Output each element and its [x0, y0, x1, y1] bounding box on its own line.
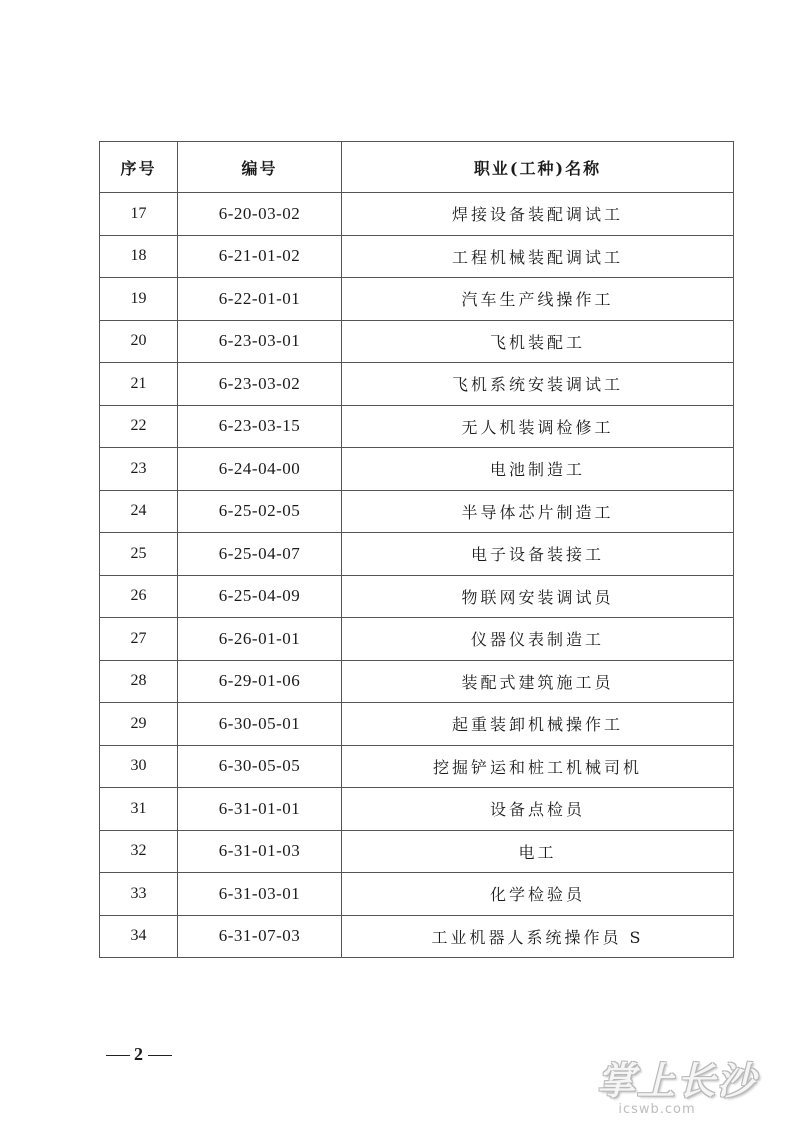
cell-code: 6-25-04-09	[178, 575, 342, 618]
cell-code: 6-22-01-01	[178, 278, 342, 321]
table-row	[100, 448, 734, 491]
cell-seq: 19	[100, 278, 178, 321]
cell-name: 飞机系统安装调试工	[342, 363, 734, 406]
table-row	[100, 830, 734, 873]
cell-code: 6-23-03-15	[178, 405, 342, 448]
cell-name: 电池制造工	[342, 448, 734, 491]
cell-code: 6-21-01-02	[178, 235, 342, 278]
header-name: 职业(工种)名称	[342, 142, 734, 193]
cell-code: 6-30-05-01	[178, 703, 342, 746]
cell-name: 化学检验员	[342, 873, 734, 916]
cell-code: 6-31-03-01	[178, 873, 342, 916]
cell-name: 仪器仪表制造工	[342, 618, 734, 661]
cell-seq: 32	[100, 830, 178, 873]
table-row	[100, 618, 734, 661]
cell-code: 6-25-02-05	[178, 490, 342, 533]
table-row	[100, 235, 734, 278]
table-row	[100, 193, 734, 236]
cell-name: 电工	[342, 830, 734, 873]
cell-seq: 34	[100, 915, 178, 958]
cell-seq: 22	[100, 405, 178, 448]
watermark-site: icswb.com	[618, 1102, 696, 1117]
cell-name: 无人机装调检修工	[342, 405, 734, 448]
header-code: 编号	[178, 142, 342, 193]
cell-name: 飞机装配工	[342, 320, 734, 363]
table-row	[100, 660, 734, 703]
table-row	[100, 745, 734, 788]
cell-name: 电子设备装接工	[342, 533, 734, 576]
cell-code: 6-26-01-01	[178, 618, 342, 661]
cell-seq: 21	[100, 363, 178, 406]
cell-seq: 29	[100, 703, 178, 746]
table-header-row	[100, 142, 734, 193]
table-row	[100, 533, 734, 576]
cell-seq: 18	[100, 235, 178, 278]
header-seq: 序号	[100, 142, 178, 193]
cell-name: 设备点检员	[342, 788, 734, 831]
cell-code: 6-23-03-01	[178, 320, 342, 363]
cell-code: 6-31-01-03	[178, 830, 342, 873]
cell-seq: 30	[100, 745, 178, 788]
cell-code: 6-31-07-03	[178, 915, 342, 958]
table-row	[100, 363, 734, 406]
cell-seq: 25	[100, 533, 178, 576]
cell-name: 工业机器人系统操作员 S	[342, 915, 734, 958]
watermark	[582, 1060, 772, 1117]
watermark-logo: 掌上长沙	[596, 1059, 757, 1103]
table-row	[100, 703, 734, 746]
cell-name: 装配式建筑施工员	[342, 660, 734, 703]
cell-name: 汽车生产线操作工	[342, 278, 734, 321]
right-dash	[148, 1055, 172, 1056]
cell-seq: 33	[100, 873, 178, 916]
cell-code: 6-23-03-02	[178, 363, 342, 406]
cell-name: 焊接设备装配调试工	[342, 193, 734, 236]
page-number-value: 2	[134, 1044, 144, 1064]
cell-seq: 17	[100, 193, 178, 236]
table-row	[100, 278, 734, 321]
cell-name: 起重装卸机械操作工	[342, 703, 734, 746]
cell-name: 挖掘铲运和桩工机械司机	[342, 745, 734, 788]
table-body	[100, 193, 734, 958]
cell-code: 6-24-04-00	[178, 448, 342, 491]
table-row	[100, 490, 734, 533]
table-row	[100, 915, 734, 958]
table-row	[100, 320, 734, 363]
cell-code: 6-31-01-01	[178, 788, 342, 831]
cell-code: 6-30-05-05	[178, 745, 342, 788]
occupation-table	[99, 141, 734, 958]
cell-code: 6-29-01-06	[178, 660, 342, 703]
cell-name: 工程机械装配调试工	[342, 235, 734, 278]
page-number	[102, 1044, 176, 1065]
table-row	[100, 788, 734, 831]
cell-seq: 20	[100, 320, 178, 363]
table-row	[100, 405, 734, 448]
cell-seq: 23	[100, 448, 178, 491]
table-row	[100, 873, 734, 916]
cell-seq: 31	[100, 788, 178, 831]
cell-code: 6-20-03-02	[178, 193, 342, 236]
cell-code: 6-25-04-07	[178, 533, 342, 576]
left-dash	[106, 1055, 130, 1056]
cell-seq: 28	[100, 660, 178, 703]
cell-name: 物联网安装调试员	[342, 575, 734, 618]
cell-seq: 26	[100, 575, 178, 618]
cell-seq: 24	[100, 490, 178, 533]
table-row	[100, 575, 734, 618]
cell-name: 半导体芯片制造工	[342, 490, 734, 533]
cell-seq: 27	[100, 618, 178, 661]
